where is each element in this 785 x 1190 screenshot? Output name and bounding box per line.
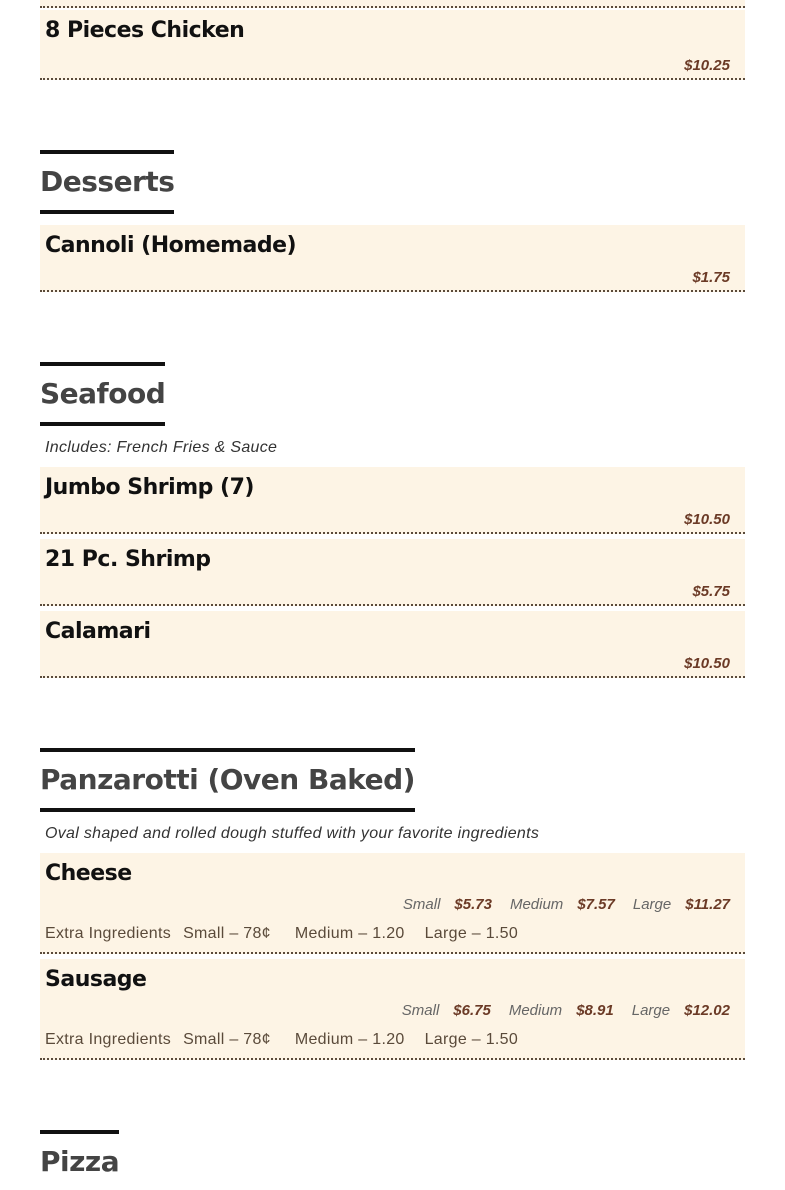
menu-item	[40, 853, 745, 954]
extras-large: Large – 1.50	[424, 925, 519, 942]
extra-ingredients	[45, 1031, 530, 1049]
extras-small: Small – 78¢	[183, 1031, 271, 1048]
price-small: $5.73	[454, 896, 492, 913]
extras-label: Extra Ingredients	[45, 1031, 172, 1048]
heading-rule-bottom	[40, 422, 165, 426]
price-medium: $8.91	[576, 1002, 614, 1019]
extras-small: Small – 78¢	[183, 925, 271, 942]
item-price: $5.75	[692, 583, 730, 600]
price-large: $12.02	[684, 1002, 730, 1019]
item-price: $1.75	[692, 269, 730, 286]
section-heading-desserts	[40, 150, 174, 214]
size-label-large: Large	[632, 896, 672, 913]
menu-item	[40, 225, 745, 292]
item-name: Sausage	[45, 967, 147, 992]
price-large: $11.27	[685, 896, 730, 913]
section-heading-pizza	[40, 1130, 119, 1190]
item-name: Cheese	[45, 861, 132, 886]
size-label-small: Small	[401, 1002, 440, 1019]
menu-item	[40, 539, 745, 606]
size-label-large: Large	[631, 1002, 671, 1019]
item-name: 8 Pieces Chicken	[45, 18, 245, 43]
size-label-small: Small	[402, 896, 441, 913]
item-name: Jumbo Shrimp (7)	[45, 475, 254, 500]
extras-large: Large – 1.50	[424, 1031, 519, 1048]
extras-medium: Medium – 1.20	[294, 1031, 405, 1048]
size-prices	[385, 896, 730, 913]
item-name: Cannoli (Homemade)	[45, 233, 297, 258]
section-title: Seafood	[40, 377, 166, 410]
section-heading-panzarotti	[40, 748, 415, 812]
section-title: Panzarotti (Oven Baked)	[40, 763, 415, 796]
price-medium: $7.57	[577, 896, 615, 913]
heading-rule-bottom	[40, 210, 174, 214]
extras-medium: Medium – 1.20	[294, 925, 405, 942]
price-small: $6.75	[453, 1002, 491, 1019]
menu-item	[40, 611, 745, 678]
menu-item	[40, 959, 745, 1060]
item-price: $10.50	[684, 511, 730, 528]
section-heading-seafood	[40, 362, 165, 426]
menu-item	[40, 10, 745, 80]
menu-item	[40, 467, 745, 534]
item-name: Calamari	[45, 619, 151, 644]
size-label-medium: Medium	[509, 896, 564, 913]
heading-rule-bottom	[40, 808, 415, 812]
size-label-medium: Medium	[508, 1002, 563, 1019]
extra-ingredients	[45, 925, 530, 943]
item-price: $10.25	[684, 57, 730, 74]
previous-item-bottom	[40, 0, 745, 8]
extras-label: Extra Ingredients	[45, 925, 172, 942]
item-name: 21 Pc. Shrimp	[45, 547, 211, 572]
item-price: $10.50	[684, 655, 730, 672]
section-note: Oval shaped and rolled dough stuffed with your favorite ingredients	[45, 825, 540, 842]
size-prices	[384, 1002, 730, 1019]
section-title: Pizza	[40, 1145, 120, 1178]
section-title: Desserts	[40, 165, 175, 198]
section-note: Includes: French Fries & Sauce	[45, 439, 278, 456]
